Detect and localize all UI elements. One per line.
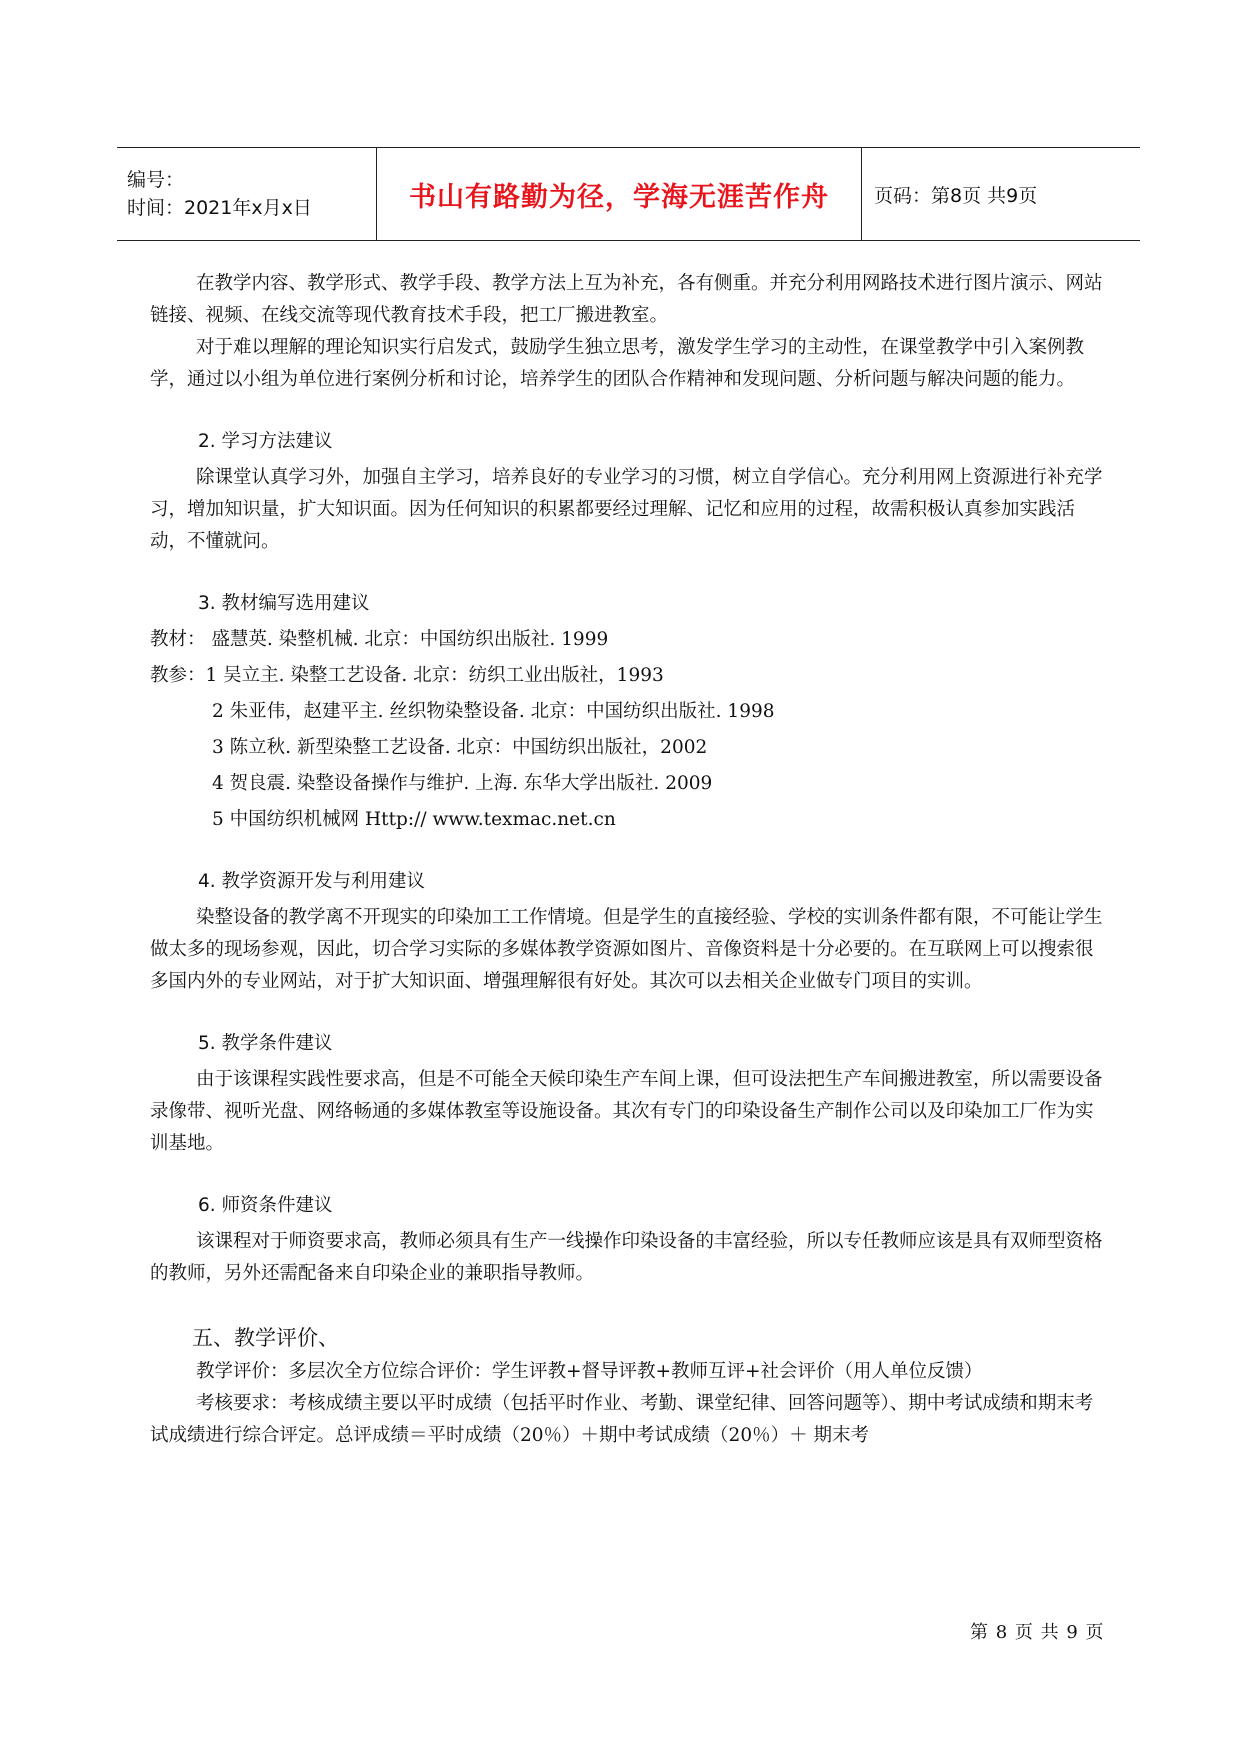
reference-line: 4 贺良震. 染整设备操作与维护. 上海. 东华大学出版社. 2009: [212, 773, 713, 794]
paragraph: 在教学内容、教学形式、教学手段、教学方法上互为补充，各有侧重。并充分利用网路技术进行图片演示、网站链接、视频、在线交流等现代教育技术手段，把工厂搬进教室。: [150, 273, 1103, 326]
reference-line: 2 朱亚伟，赵建平主. 丝织物染整设备. 北京：中国纺织出版社. 1998: [212, 701, 775, 722]
paragraph: 教学评价：多层次全方位综合评价：学生评教+督导评教+教师互评+社会评价（用人单位反馈）: [196, 1361, 983, 1382]
chapter-heading: 五、教学评价、: [192, 1326, 339, 1350]
reference-line: 教参：1 吴立主. 染整工艺设备. 北京：纺织工业出版社，1993: [150, 665, 664, 686]
section-heading: 3. 教材编写选用建议: [198, 593, 370, 614]
document-header: [117, 147, 1140, 241]
paragraph: 该课程对于师资要求高，教师必须具有生产一线操作印染设备的丰富经验，所以专任教师应该是具有双师型资格的教师，另外还需配备来自印染企业的兼职指导教师。: [150, 1231, 1103, 1284]
page-info-text: 页码：第8页 共9页: [874, 184, 1038, 207]
reference-line: 3 陈立秋. 新型染整工艺设备. 北京：中国纺织出版社，2002: [212, 737, 708, 758]
section-heading: 4. 教学资源开发与利用建议: [198, 871, 426, 892]
page-footer: 第 8 页 共 9 页: [970, 1622, 1105, 1643]
paragraph: 由于该课程实践性要求高，但是不可能全天候印染生产车间上课，但可设法把生产车间搬进教室，所以需要设备录像带、视听光盘、网络畅通的多媒体教室等设施设备。其次有专门的印染设备生产制作公司以及印染加工厂作为实训基地。: [150, 1069, 1103, 1154]
time-label: 时间：2021年x月x日: [127, 197, 312, 219]
header-page-info: [862, 148, 1140, 240]
document-body: [150, 268, 1110, 1452]
paragraph: 除课堂认真学习外，加强自主学习，培养良好的专业学习的习惯，树立自学信心。充分利用网上资源进行补充学习，增加知识量，扩大知识面。因为任何知识的积累都要经过理解、记忆和应用的过程，故需积极认真参加实践活动，不懂就问。: [150, 467, 1103, 552]
paragraph: 考核要求：考核成绩主要以平时成绩（包括平时作业、考勤、课堂纪律、回答问题等）、期中考试成绩和期末考试成绩进行综合评定。总评成绩＝平时成绩（20％）＋期中考试成绩（20％）＋ 期末考: [150, 1393, 1094, 1446]
paragraph: 染整设备的教学离不开现实的印染加工工作情境。但是学生的直接经验、学校的实训条件都有限，不可能让学生做太多的现场参观，因此，切合学习实际的多媒体教学资源如图片、音像资料是十分必要的。在互联网上可以搜索很多国内外的专业网站，对于扩大知识面、增强理解很有好处。其次可以去相关企业做专门项目的实训。: [150, 907, 1103, 992]
reference-link-line: 5 中国纺织机械网 Http:// www.texmac.net.cn: [212, 809, 616, 830]
header-meta: [117, 148, 377, 240]
number-label: 编号：: [127, 169, 185, 191]
motto-text: 书山有路勤为径，学海无涯苦作舟: [409, 181, 829, 213]
textbook-line: 教材： 盛慧英. 染整机械. 北京：中国纺织出版社. 1999: [150, 629, 609, 650]
section-heading: 2. 学习方法建议: [198, 431, 333, 452]
paragraph: 对于难以理解的理论知识实行启发式，鼓励学生独立思考，激发学生学习的主动性，在课堂教学中引入案例教学，通过以小组为单位进行案例分析和讨论，培养学生的团队合作精神和发现问题、分析问题与解决问题的能力。: [150, 337, 1085, 390]
section-heading: 6. 师资条件建议: [198, 1195, 333, 1216]
header-motto: [377, 148, 862, 240]
section-heading: 5. 教学条件建议: [198, 1033, 333, 1054]
